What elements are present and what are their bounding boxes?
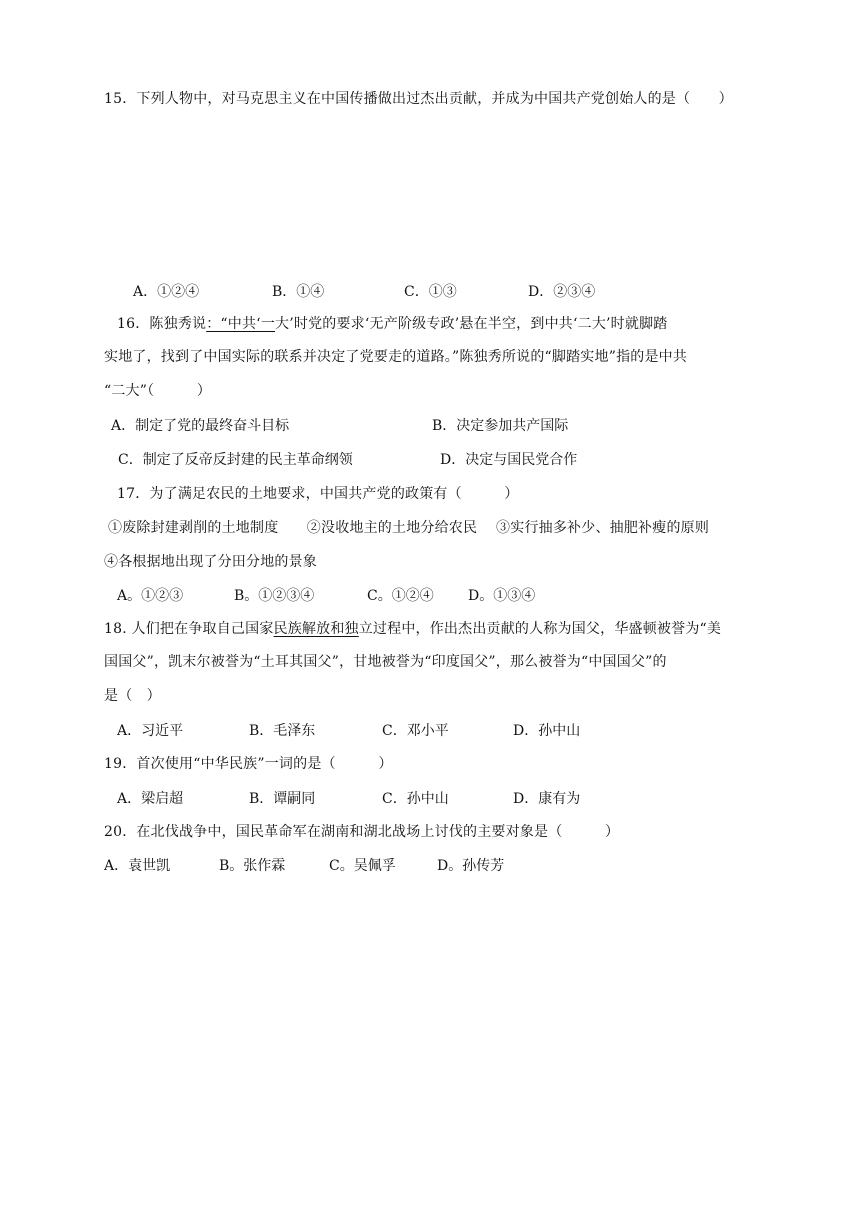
q17-stem: 17．为了满足农民的土地要求，中国共产党的政策有（ ） <box>117 486 519 502</box>
q18-option-c: C．邓小平 <box>382 723 449 739</box>
q20-stem: 20．在北伐战争中，国民革命军在湖南和湖北战场上讨伐的主要对象是（ ） <box>104 824 620 840</box>
q19-stem: 19．首次使用“中华民族”一词的是（ ） <box>104 756 393 772</box>
q15-stem: 15．下列人物中，对马克思主义在中国传播做出过杰出贡献，并成为中国共产党创始人的是（ ） <box>104 91 733 107</box>
q20-option-c: C。吴佩孚 <box>329 858 396 874</box>
q17-items-line-1: ①废除封建剥削的土地制度 ②没收地主的土地分给农民 ③实行抽多补少、抽肥补瘦的原则 <box>108 520 710 536</box>
q18-option-b: B．毛泽东 <box>249 723 316 739</box>
q17-option-b: B。①②③④ <box>234 588 315 604</box>
q16-line-2: 实地了，找到了中国实际的联系并决定了党要走的道路。”陈独秀所说的“脚踏实地”指的是中共 <box>104 349 688 365</box>
q16-line-1-lead: 16．陈独秀说 <box>117 316 207 332</box>
q19-option-a: A．梁启超 <box>117 791 184 807</box>
q15-option-c: C．①③ <box>404 284 457 300</box>
q15-option-b: B．①④ <box>272 284 325 300</box>
q16-line-1-rest: 大’时党的要求‘无产阶级专政’悬在半空，到中共‘二大’时就脚踏 <box>275 316 668 332</box>
q16-line-1 <box>117 314 667 334</box>
q16-line-3: “二大”（ ） <box>104 383 212 399</box>
q20-option-b: B。张作霖 <box>219 858 286 874</box>
q16-option-d: D．决定与国民党合作 <box>440 452 578 468</box>
q18-line-3: 是（ ） <box>104 688 161 704</box>
q18-option-a: A．习近平 <box>117 723 184 739</box>
q16-option-c: C．制定了反帝反封建的民主革命纲领 <box>118 452 353 468</box>
q18-line-1-lead: 18. 人们把在争取自己国家 <box>104 621 274 637</box>
q18-underlined-phrase: 民族解放和独 <box>273 621 359 637</box>
q18-line-1 <box>104 619 721 639</box>
q18-line-2: 国国父”，凯末尔被誉为“土耳其国父”，甘地被誉为“印度国父”，那么被誉为“中国国父”的 <box>104 654 667 670</box>
q19-option-d: D．康有为 <box>513 791 581 807</box>
q20-option-d: D。孙传芳 <box>437 858 505 874</box>
q17-option-a: A。①②③ <box>117 588 184 604</box>
q19-option-b: B．谭嗣同 <box>249 791 316 807</box>
q17-items-line-2: ④各根据地出现了分田分地的景象 <box>104 554 317 570</box>
q16-quote-underlined: ：“中共‘一 <box>206 316 276 332</box>
q18-option-d: D．孙中山 <box>513 723 581 739</box>
q15-option-d: D．②③④ <box>528 284 596 300</box>
q16-option-b: B．决定参加共产国际 <box>432 418 569 434</box>
q17-option-d: D。①③④ <box>468 588 536 604</box>
q15-option-a: A．①②④ <box>133 284 200 300</box>
q16-option-a: A．制定了党的最终奋斗目标 <box>111 418 290 434</box>
q19-option-c: C．孙中山 <box>382 791 449 807</box>
q17-option-c: C。①②④ <box>367 588 434 604</box>
q20-option-a: A．袁世凯 <box>104 858 171 874</box>
q18-line-1-rest: 立过程中，作出杰出贡献的人称为国父，华盛顿被誉为“美 <box>358 621 722 637</box>
